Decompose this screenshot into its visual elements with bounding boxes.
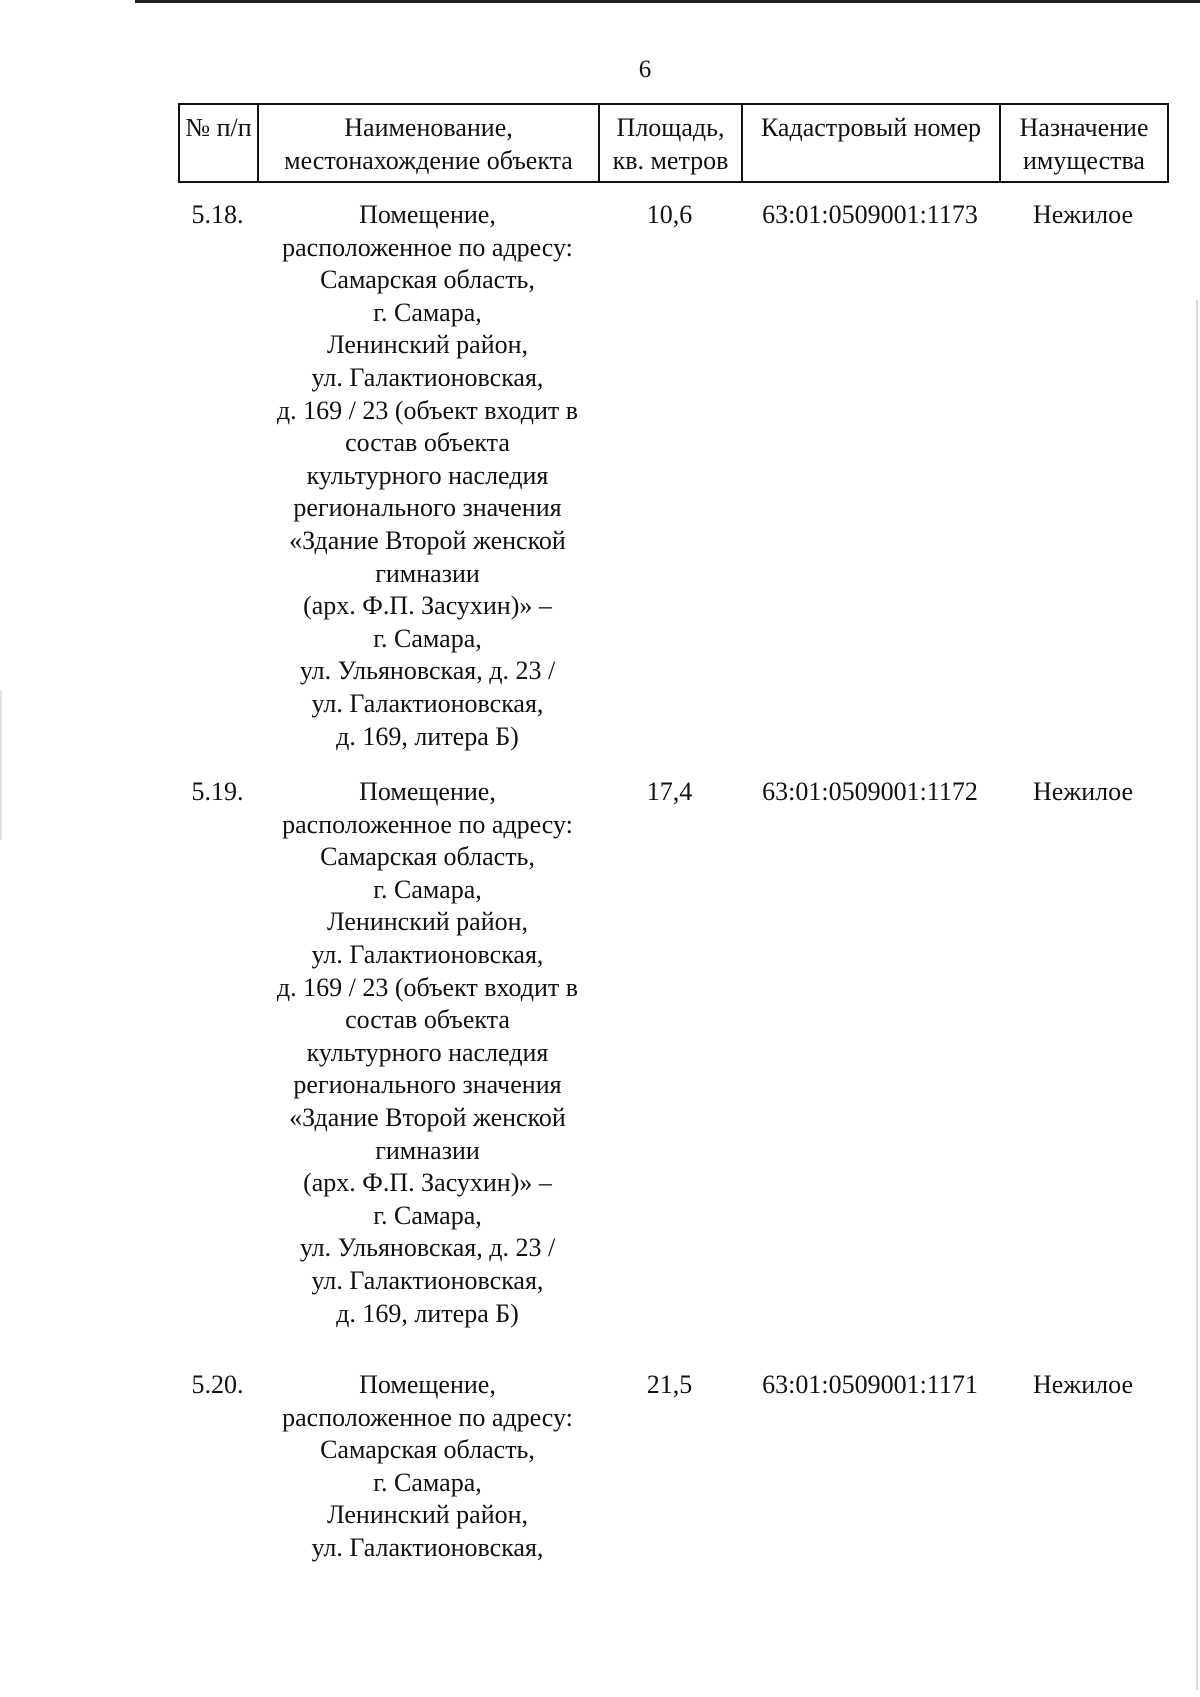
name-line: Самарская область,	[320, 1435, 535, 1465]
name-line: ул. Ульяновская, д. 23 /	[299, 656, 556, 686]
row-name	[257, 199, 598, 753]
name-line: ул. Галактионовская,	[311, 688, 544, 718]
name-line: гимназии	[375, 1135, 480, 1165]
name-line: д. 169, литера Б)	[336, 721, 519, 751]
name-line: г. Самара,	[373, 1200, 482, 1230]
name-line: «Здание Второй женской	[289, 525, 566, 555]
name-line: ул. Галактионовская,	[311, 362, 544, 392]
name-line: расположенное по адресу:	[282, 1402, 573, 1432]
name-line: ул. Галактионовская,	[311, 1265, 544, 1295]
name-line: Ленинский район,	[326, 907, 529, 937]
name-line: г. Самара,	[373, 623, 482, 653]
name-line: г. Самара,	[373, 874, 482, 904]
name-line: регионального значения	[293, 1070, 562, 1100]
page-number: 6	[638, 56, 652, 83]
row-cadastral: 63:01:0509001:1171	[762, 1370, 978, 1399]
row-area: 21,5	[646, 1370, 693, 1399]
row-area: 17,4	[646, 777, 693, 806]
row-area: 10,6	[646, 200, 693, 229]
header-cadastral: Кадастровый номер	[742, 104, 1000, 182]
name-line: Ленинский район,	[326, 330, 529, 360]
name-line: Самарская область,	[320, 265, 535, 295]
header-purpose: Назначение имущества	[1000, 104, 1168, 182]
name-line: г. Самара,	[373, 1467, 482, 1497]
name-line: г. Самара,	[373, 297, 482, 327]
row-number: 5.18.	[191, 200, 244, 229]
name-line: д. 169, литера Б)	[336, 1298, 519, 1328]
name-line: расположенное по адресу:	[282, 232, 573, 262]
row-number: 5.19.	[191, 777, 244, 806]
row-purpose: Нежилое	[1032, 777, 1134, 806]
name-line: ул. Галактионовская,	[311, 939, 544, 969]
name-line: Ленинский район,	[326, 1500, 529, 1530]
left-scan-edge	[0, 690, 2, 840]
row-name	[257, 776, 598, 1330]
name-line: «Здание Второй женской	[289, 1102, 566, 1132]
header-number: № п/п	[179, 104, 258, 182]
name-line: регионального значения	[293, 493, 562, 523]
row-name	[257, 1369, 598, 1565]
name-line: д. 169 / 23 (объект входит в	[276, 972, 579, 1002]
header-name: Наименование, местонахождение объекта	[258, 104, 599, 182]
name-line: Помещение,	[359, 777, 496, 806]
name-line: д. 169 / 23 (объект входит в	[276, 395, 579, 425]
name-line: состав объекта	[345, 428, 510, 458]
row-cadastral: 63:01:0509001:1173	[762, 200, 978, 229]
name-line: ул. Галактионовская,	[311, 1532, 544, 1562]
name-line: (арх. Ф.П. Засухин)» –	[303, 1168, 552, 1198]
row-number: 5.20.	[191, 1370, 244, 1399]
header-area: Площадь, кв. метров	[599, 104, 742, 182]
name-line: Помещение,	[359, 1370, 496, 1399]
name-line: культурного наследия	[306, 1037, 549, 1067]
name-line: Самарская область,	[320, 842, 535, 872]
name-line: Помещение,	[359, 200, 496, 229]
name-line: расположенное по адресу:	[282, 809, 573, 839]
row-cadastral: 63:01:0509001:1172	[762, 777, 978, 806]
right-scan-edge	[1196, 300, 1198, 1690]
table-header	[178, 103, 1169, 183]
name-line: состав объекта	[345, 1005, 510, 1035]
row-purpose: Нежилое	[1032, 1370, 1134, 1399]
name-line: гимназии	[375, 558, 480, 588]
name-line: (арх. Ф.П. Засухин)» –	[303, 591, 552, 621]
row-purpose: Нежилое	[1032, 200, 1134, 229]
header-row	[179, 104, 1168, 182]
name-line: культурного наследия	[306, 460, 549, 490]
name-line: ул. Ульяновская, д. 23 /	[299, 1233, 556, 1263]
top-scan-border	[135, 0, 1200, 3]
